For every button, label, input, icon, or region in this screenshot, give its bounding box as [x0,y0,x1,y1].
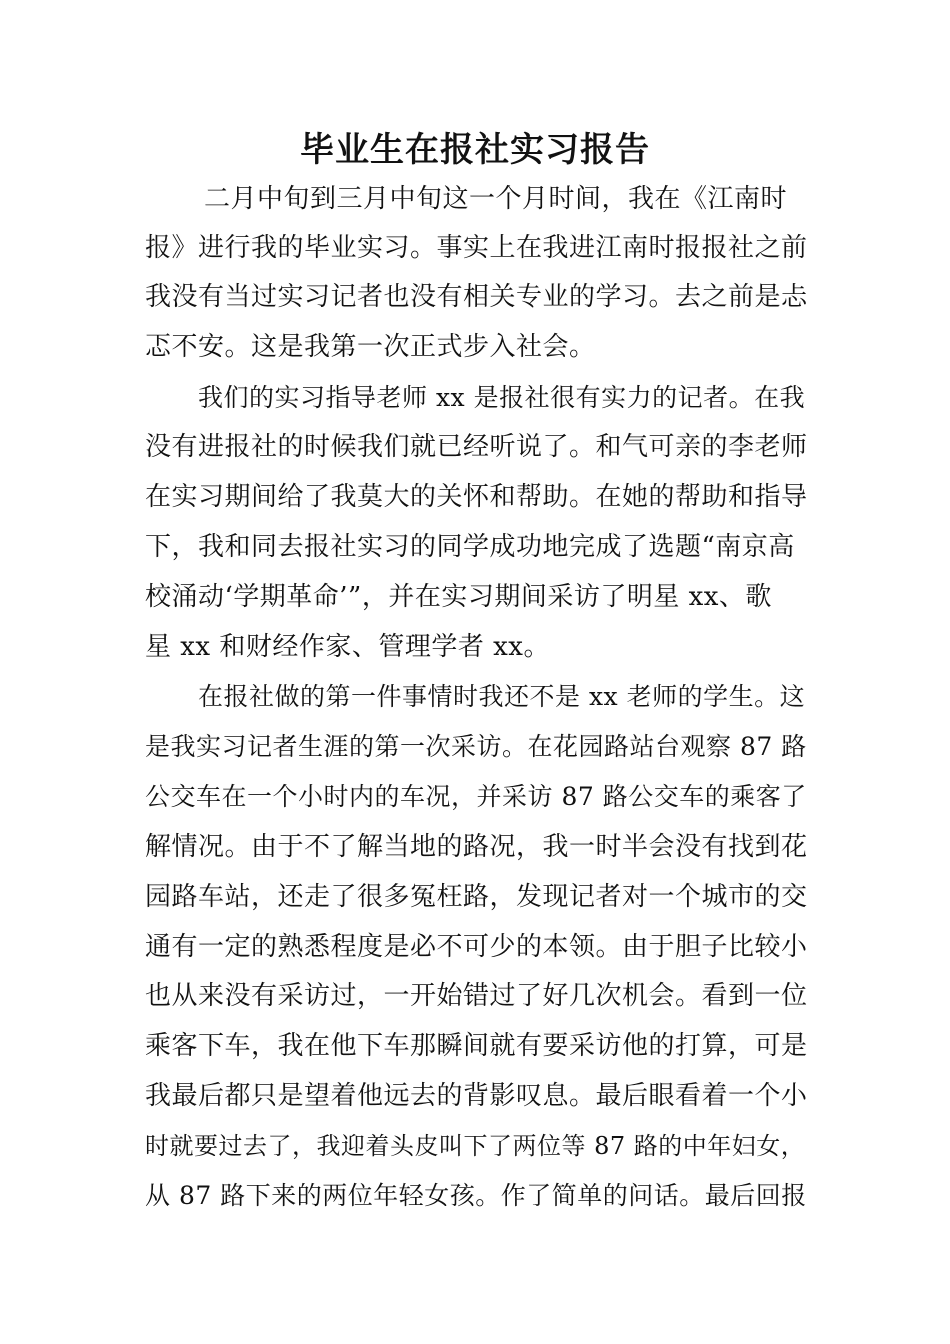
paragraph-3-line-2: 是我实习记者生涯的第一次采访。在花园路站台观察 87 路 [145,732,807,761]
paragraph-3-line-10: 时就要过去了，我迎着头皮叫下了两位等 87 路的中年妇女， [145,1132,806,1160]
paragraph-2-line-3: 在实习期间给了我莫大的关怀和帮助。在她的帮助和指导 [145,482,808,512]
paragraph-3-line-6: 通有一定的熟悉程度是必不可少的本领。由于胆子比较小 [145,932,808,962]
paragraph-3-line-7: 也从来没有采访过，一开始错过了好几次机会。看到一位 [145,981,808,1011]
paragraph-1-line-4: 忑不安。这是我第一次正式步入社会。 [145,332,596,362]
paragraph-1-line-3: 我没有当过实习记者也没有相关专业的学习。去之前是忐 [145,282,808,312]
paragraph-2-line-1: 我们的实习指导老师 xx 是报社很有实力的记者。在我 [198,383,806,412]
paragraph-3-line-4: 解情况。由于不了解当地的路况，我一时半会没有找到花 [145,832,808,862]
paragraph-2-line-6: 星 xx 和财经作家、管理学者 xx。 [145,632,550,662]
paragraph-3-line-11: 从 87 路下来的两位年轻女孩。作了简单的问话。最后回报 [145,1181,807,1210]
paragraph-3-line-3: 公交车在一个小时内的车况，并采访 87 路公交车的乘客了 [145,782,807,811]
paragraph-2-line-2: 没有进报社的时候我们就已经听说了。和气可亲的李老师 [145,432,808,462]
paragraph-3-line-5: 园路车站，还走了很多冤枉路，发现记者对一个城市的交 [145,882,808,912]
document-title: 毕业生在报社实习报告 [300,130,650,170]
paragraph-2-line-4: 下，我和同去报社实习的同学成功地完成了选题“南京高 [145,532,795,562]
paragraph-3-line-8: 乘客下车，我在他下车那瞬间就有要采访他的打算，可是 [145,1031,808,1061]
paragraph-1-line-1: 二月中旬到三月中旬这一个月时间，我在《江南时 [204,184,788,214]
paragraph-3-line-9: 我最后都只是望着他远去的背影叹息。最后眼看着一个小 [145,1081,808,1111]
paragraph-3-line-1: 在报社做的第一件事情时我还不是 xx 老师的学生。这 [198,682,806,711]
paragraph-2-line-5: 校涌动‘学期革命’”，并在实习期间采访了明星 xx、歌 [145,582,772,612]
paragraph-1-line-2: 报》进行我的毕业实习。事实上在我进江南时报报社之前 [145,233,808,263]
